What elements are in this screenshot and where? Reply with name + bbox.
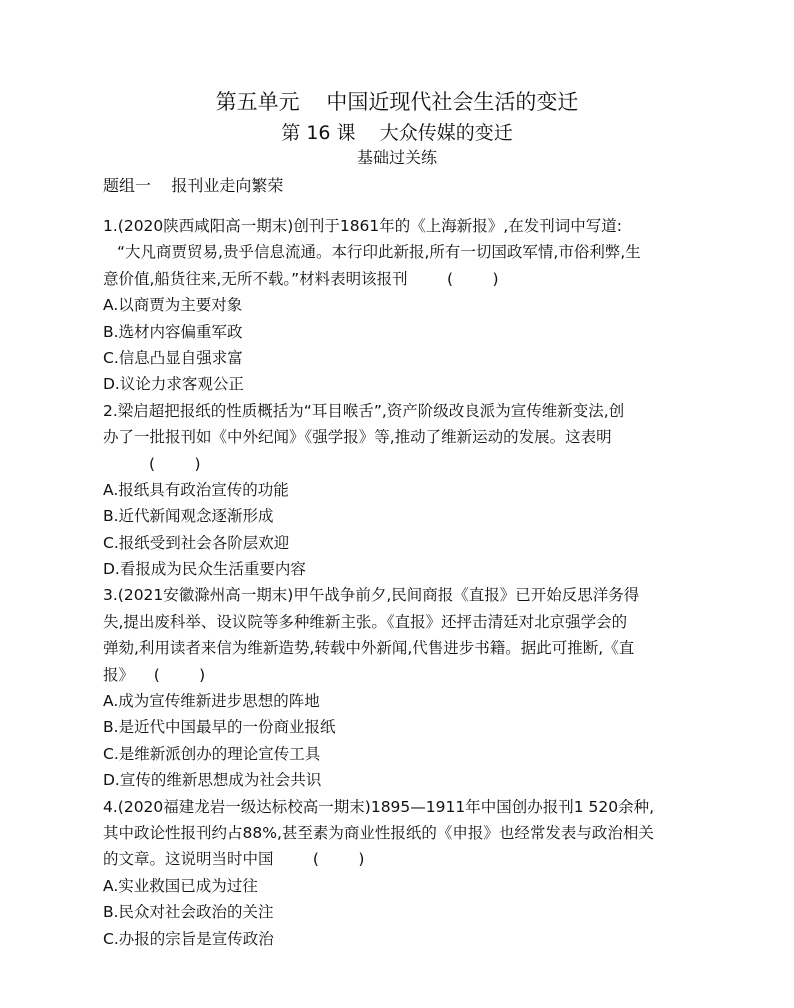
lesson-title: 第 16 课 大众传媒的变迁 bbox=[281, 122, 513, 144]
option-c: C.办报的宗旨是宣传政治 bbox=[103, 929, 274, 948]
question-stem-line: 报》 ( ) bbox=[103, 665, 206, 684]
question-stem-line: 其中政论性报刊约占88%,甚至素为商业性报纸的《申报》也经常发表与政治相关 bbox=[103, 823, 654, 842]
question-stem-line: 2.梁启超把报纸的性质概括为“耳目喉舌”,资产阶级改良派为宣传维新变法,创 bbox=[103, 401, 625, 420]
option-b: B.民众对社会政治的关注 bbox=[103, 903, 274, 922]
question-stem-line: 1.(2020陕西咸阳高一期末)创刊于1861年的《上海新报》,在发刊词中写道: bbox=[103, 217, 622, 235]
question-stem-line: 4.(2020福建龙岩一级达标校高一期末)1895—1911年中国创办报刊1 520余种, bbox=[103, 797, 655, 816]
option-b: B.选材内容偏重军政 bbox=[103, 322, 243, 341]
question-3 bbox=[103, 582, 713, 793]
question-4 bbox=[103, 794, 713, 952]
option-d: D.看报成为民众生活重要内容 bbox=[103, 560, 306, 579]
question-stem-line: 弹劾,利用读者来信为维新造势,转载中外新闻,代售进步书籍。据此可推断,《直 bbox=[103, 639, 635, 658]
group-title: 题组一 报刊业走向繁荣 bbox=[103, 176, 284, 195]
option-a: A.成为宣传维新进步思想的阵地 bbox=[103, 692, 320, 711]
unit-title: 第五单元 中国近现代社会生活的变迁 bbox=[215, 90, 579, 114]
option-c: C.报纸受到社会各阶层欢迎 bbox=[103, 533, 290, 552]
option-c: C.是维新派创办的理论宣传工具 bbox=[103, 744, 321, 763]
question-1 bbox=[103, 213, 713, 398]
question-stem-line: 的文章。这说明当时中国 ( ) bbox=[103, 850, 365, 869]
question-stem-line: 3.(2021安徽滁州高一期末)甲午战争前夕,民间商报《直报》已开始反思洋务得 bbox=[103, 586, 640, 605]
question-list bbox=[103, 213, 713, 952]
question-stem-line: 意价值,船货往来,无所不载。”材料表明该报刊 ( ) bbox=[103, 269, 499, 288]
option-a: A.报纸具有政治宣传的功能 bbox=[103, 480, 289, 499]
option-b: B.是近代中国最早的一份商业报纸 bbox=[103, 718, 336, 737]
option-d: D.议论力求客观公正 bbox=[103, 375, 244, 394]
option-c: C.信息凸显自强求富 bbox=[103, 348, 243, 367]
option-d: D.宣传的维新思想成为社会共识 bbox=[103, 771, 322, 790]
question-2 bbox=[103, 398, 713, 583]
option-a: A.以商贾为主要对象 bbox=[103, 296, 243, 315]
option-a: A.实业救国已成为过往 bbox=[103, 876, 258, 895]
option-b: B.近代新闻观念逐渐形成 bbox=[103, 507, 274, 526]
section-title: 基础过关练 bbox=[356, 148, 437, 167]
question-stem-line: 失,提出废科举、设议院等多种维新主张。《直报》还抨击清廷对北京强学会的 bbox=[103, 612, 628, 631]
answer-blank: ( ) bbox=[149, 454, 201, 473]
question-stem-line: 办了一批报刊如《中外纪闻》《强学报》等,推动了维新运动的发展。这表明 bbox=[103, 428, 612, 447]
question-stem-line: “大凡商贾贸易,贵乎信息流通。本行印此新报,所有一切国政军情,市俗利弊,生 bbox=[117, 243, 641, 262]
